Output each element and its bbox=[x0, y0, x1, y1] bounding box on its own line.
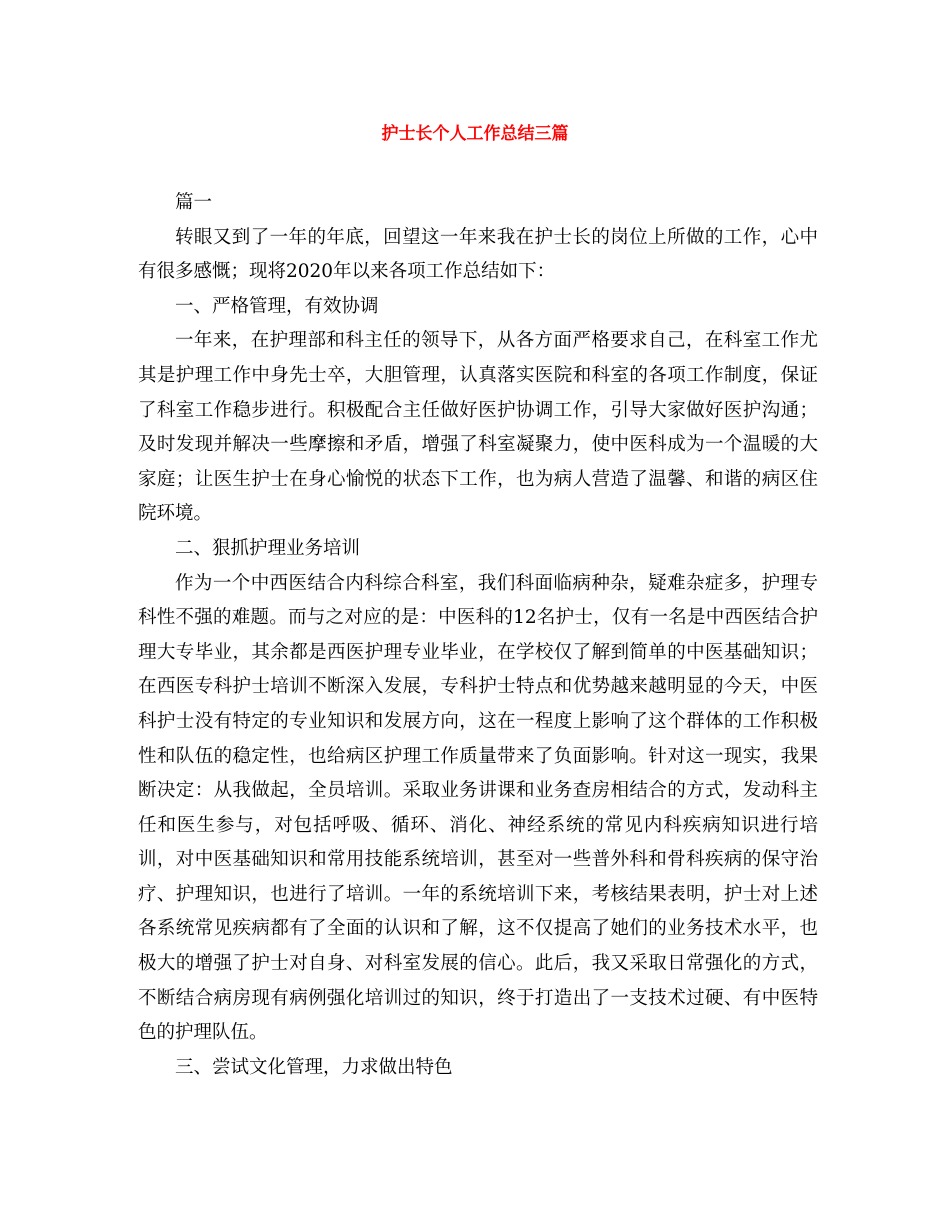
paragraph-intro: 转眼又到了一年的年底，回望这一年来我在护士长的岗位上所做的工作，心中有很多感慨；现将2020年以来各项工作总结如下： bbox=[138, 226, 818, 283]
section-heading-culture: 三、尝试文化管理，力求做出特色 bbox=[175, 1056, 453, 1078]
paragraph-training: 作为一个中西医结合内科综合科室，我们科面临病种杂，疑难杂症多，护理专科性不强的难题。而与之对应的是：中医科的12名护士，仅有一名是中西医结合护理大专毕业，其余都是西医护理专业毕业，在学校仅了解到简单的中医基础知识；在西医专科护士培训不断深入发展，专科护士特点和优势越来越明显的今天，中医科护士没有特定的专业知识和发展方向，这在一程度上影响了这个群体的工作积极性和队伍的稳定性，也给病区护理工作质量带来了负面影响。针对这一现实，我果断决定：从我做起，全员培训。采取业务讲课和业务查房相结合的方式，发动科主任和医生参与，对包括呼吸、循环、消化、神经系统的常见内科疾病知识进行培训，对中医基础知识和常用技能系统培训，甚至对一些普外科和骨科疾病的保守治疗、护理知识，也进行了培训。一年的系统培训下来，考核结果表明，护士对上述各系统常见疾病都有了全面的认识和了解，这不仅提高了她们的业务技术水平，也极大的增强了护士对自身、对科室发展的信心。此后，我又采取日常强化的方式，不断结合病房现有病例强化培训过的知识，终于打造出了一支技术过硬、有中医特色的护理队伍。 bbox=[138, 572, 818, 1044]
section-heading-management: 一、严格管理，有效协调 bbox=[175, 295, 379, 317]
document-body bbox=[138, 186, 818, 1085]
section-heading-part-one: 篇一 bbox=[175, 192, 213, 213]
document-title: 护士长个人工作总结三篇 bbox=[381, 124, 569, 144]
paragraph-management: 一年来，在护理部和科主任的领导下，从各方面严格要求自己，在科室工作尤其是护理工作中身先士卒，大胆管理，认真落实医院和科室的各项工作制度，保证了科室工作稳步进行。积极配合主任做好医护协调工作，引导大家做好医护沟通；及时发现并解决一些摩擦和矛盾，增强了科室凝聚力，使中医科成为一个温暖的大家庭；让医生护士在身心愉悦的状态下工作，也为病人营造了温馨、和谐的病区住院环境。 bbox=[138, 330, 818, 525]
section-heading-training: 二、狠抓护理业务培训 bbox=[175, 537, 361, 559]
